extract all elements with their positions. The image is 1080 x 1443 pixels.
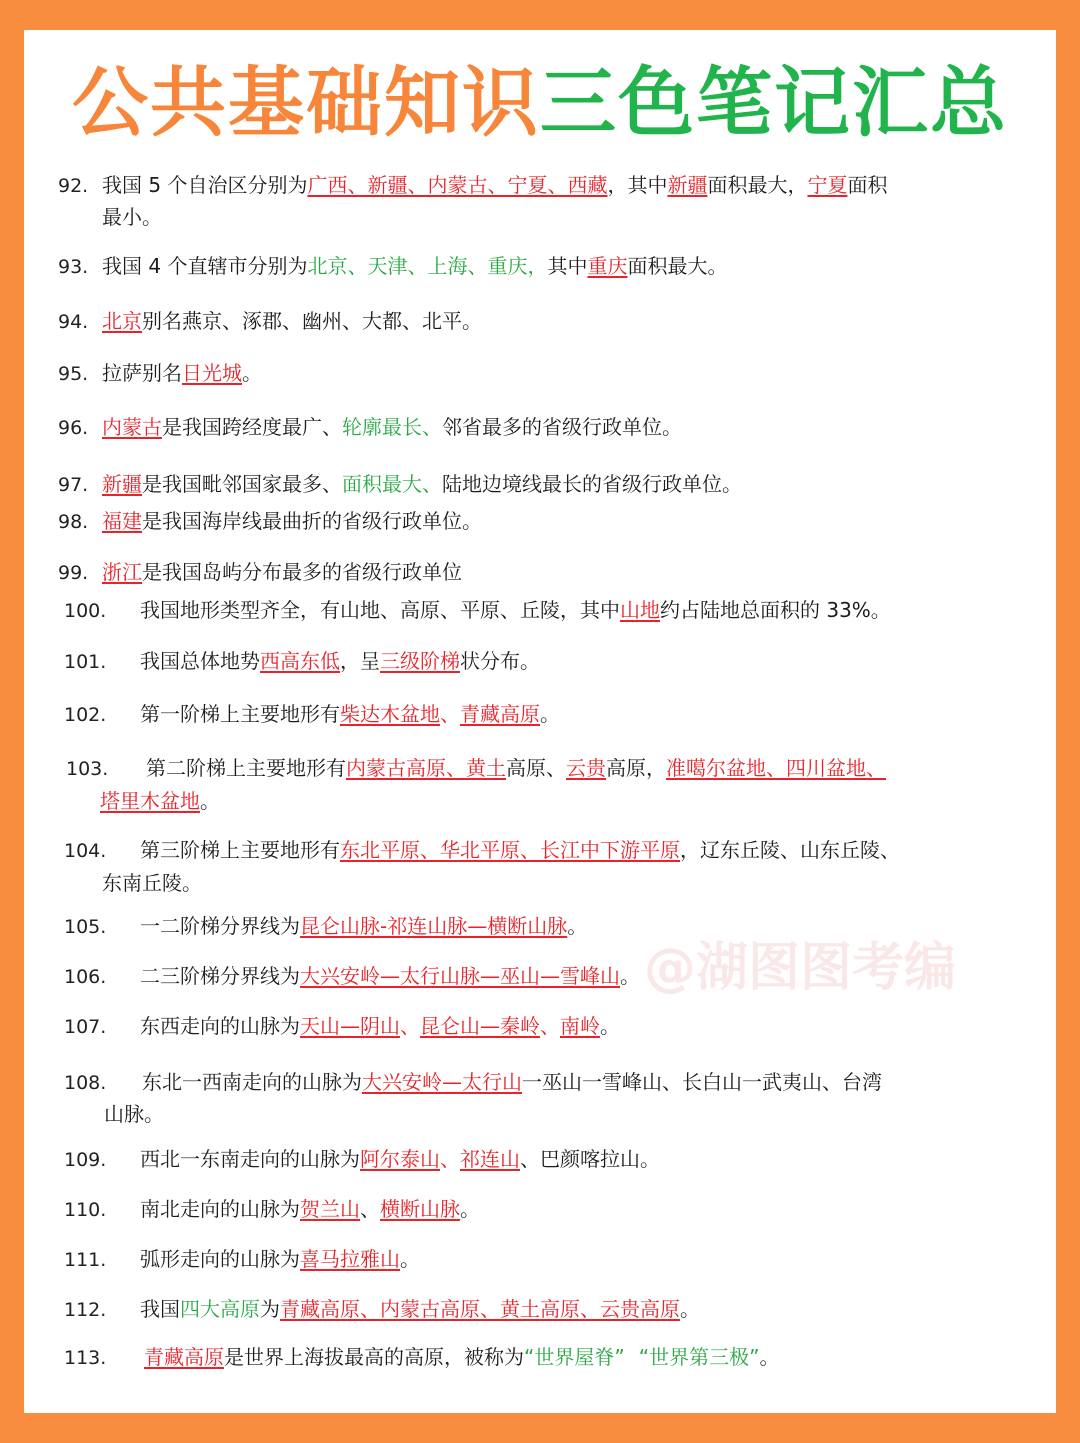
body-text: 面积最大。 bbox=[627, 254, 728, 278]
red-highlight-text: 昆仑山—秦岭 bbox=[420, 1014, 540, 1038]
item-number: 111. bbox=[64, 1249, 107, 1271]
item-number: 108. bbox=[64, 1072, 107, 1094]
body-text: 第一阶梯上主要地形有 bbox=[140, 702, 340, 726]
body-text: ，辽东丘陵、山东丘陵、 bbox=[680, 838, 900, 862]
body-text: ，呈 bbox=[340, 649, 380, 673]
body-text: 是我国毗邻国家最多、 bbox=[142, 472, 342, 496]
body-text: 我国 4 个直辖市分别为 bbox=[102, 254, 308, 278]
body-text: 面积 bbox=[847, 173, 888, 197]
body-text: 南北走向的山脉为 bbox=[140, 1197, 300, 1221]
red-highlight-text: 三级阶梯 bbox=[380, 649, 460, 673]
body-text: 一二阶梯分界线为 bbox=[140, 914, 300, 938]
list-item-103 bbox=[66, 752, 886, 785]
list-item-106 bbox=[64, 960, 640, 993]
red-highlight-text: 福建 bbox=[102, 509, 142, 533]
list-item-108 bbox=[64, 1066, 882, 1099]
body-text: 高原， bbox=[606, 756, 666, 780]
red-highlight-text: 西高东低 bbox=[260, 649, 340, 673]
red-highlight-text: 阿尔泰山 bbox=[360, 1147, 440, 1171]
list-item-104 bbox=[64, 834, 900, 867]
item-number: 103. bbox=[66, 758, 109, 780]
item-number: 102. bbox=[64, 704, 107, 726]
list-item-94 bbox=[58, 305, 482, 338]
page-title bbox=[24, 58, 1056, 148]
item-number: 105. bbox=[64, 916, 107, 938]
green-highlight-text: “世界屋脊” bbox=[524, 1345, 625, 1369]
body-text: 是世界上海拔最高的高原，被称为 bbox=[224, 1345, 524, 1369]
red-highlight-text: 内蒙古 bbox=[102, 415, 162, 439]
red-highlight-text: 云贵 bbox=[566, 756, 606, 780]
red-highlight-text: 准噶尔盆地、 bbox=[666, 756, 786, 780]
body-text: 。 bbox=[400, 1247, 420, 1271]
body-text: 。 bbox=[759, 1345, 780, 1369]
item-number: 96. bbox=[58, 417, 89, 439]
item-number: 101. bbox=[64, 651, 107, 673]
red-highlight-text: 南岭 bbox=[560, 1014, 600, 1038]
body-text: 我国 5 个自治区分别为 bbox=[102, 173, 308, 197]
red-highlight-text: 山地 bbox=[620, 598, 660, 622]
list-item-110 bbox=[64, 1193, 480, 1226]
green-highlight-text: 面积最大、 bbox=[342, 472, 442, 496]
body-text: 是我国跨经度最广、 bbox=[162, 415, 342, 439]
red-highlight-text: 、 bbox=[440, 702, 460, 726]
item-number: 99. bbox=[58, 562, 89, 584]
list-item-95 bbox=[58, 357, 262, 390]
note-page bbox=[24, 30, 1056, 1413]
watermark: @湖图图考编 bbox=[644, 938, 957, 998]
body-text: 。 bbox=[600, 1014, 620, 1038]
red-highlight-text: 柴达木盆地 bbox=[340, 702, 440, 726]
item-number: 100. bbox=[64, 600, 107, 622]
red-highlight-text: 昆仑山脉-祁连山脉—横断山脉 bbox=[300, 914, 568, 938]
item-number: 92. bbox=[58, 175, 89, 197]
red-highlight-text: 新疆 bbox=[102, 472, 142, 496]
body-text: 状分布。 bbox=[460, 649, 540, 673]
list-item-107 bbox=[64, 1010, 620, 1043]
body-text: 是我国岛屿分布最多的省级行政单位 bbox=[142, 560, 462, 584]
body-text: 。 bbox=[540, 702, 560, 726]
red-highlight-text: 横断山脉 bbox=[380, 1197, 460, 1221]
list-item-98 bbox=[58, 505, 482, 538]
body-text: 是我国海岸线最曲折的省级行政单位。 bbox=[142, 509, 482, 533]
red-highlight-text: 、 bbox=[540, 1014, 560, 1038]
body-text: 其中 bbox=[547, 254, 588, 278]
body-text: 邻省最多的省级行政单位。 bbox=[442, 415, 682, 439]
green-highlight-text: 轮廓最长、 bbox=[342, 415, 442, 439]
red-highlight-text: 、 bbox=[400, 1014, 420, 1038]
item-number: 106. bbox=[64, 966, 107, 988]
list-item-99 bbox=[58, 556, 462, 589]
body-text: ，其中 bbox=[607, 173, 668, 197]
body-text: 别名燕京、涿郡、幽州、大都、北平。 bbox=[142, 309, 482, 333]
red-highlight-text: 宁夏 bbox=[807, 173, 848, 197]
body-text: 、 bbox=[360, 1197, 380, 1221]
list-item-104-cont: 东南丘陵。 bbox=[102, 871, 202, 895]
body-text: 二三阶梯分界线为 bbox=[140, 964, 300, 988]
red-highlight-text: 塔里木盆地 bbox=[100, 789, 200, 813]
red-highlight-text: 大兴安岭—太行山 bbox=[362, 1070, 522, 1094]
list-item-109 bbox=[64, 1143, 660, 1176]
red-highlight-text: 青藏高原 bbox=[144, 1345, 224, 1369]
item-number: 112. bbox=[64, 1299, 107, 1321]
red-highlight-text: 日光城 bbox=[182, 361, 242, 385]
green-highlight-text: “世界第三极” bbox=[638, 1345, 760, 1369]
red-highlight-text: 北京 bbox=[102, 309, 142, 333]
item-number: 109. bbox=[64, 1149, 107, 1171]
item-number: 98. bbox=[58, 511, 89, 533]
body-text: 一巫山一雪峰山、长白山一武夷山、台湾 bbox=[522, 1070, 882, 1094]
body-text: 我国 bbox=[140, 1297, 180, 1321]
red-highlight-text: 青藏高原 bbox=[460, 702, 540, 726]
body-text: 陆地边境线最长的省级行政单位。 bbox=[442, 472, 742, 496]
list-item-111 bbox=[64, 1243, 420, 1276]
body-text: 我国总体地势 bbox=[140, 649, 260, 673]
red-highlight-text: 内蒙古高原、 bbox=[346, 756, 466, 780]
red-highlight-text: 重庆 bbox=[587, 254, 628, 278]
body-text: 。 bbox=[567, 914, 588, 938]
red-highlight-text: 祁连山 bbox=[460, 1147, 520, 1171]
body-text: 高原、 bbox=[506, 756, 566, 780]
red-highlight-text: 广西、新疆、内蒙古、宁夏、西藏 bbox=[307, 173, 608, 197]
body-text: 东西走向的山脉为 bbox=[140, 1014, 300, 1038]
red-highlight-text: 浙江 bbox=[102, 560, 142, 584]
body-text: 第三阶梯上主要地形有 bbox=[140, 838, 340, 862]
list-item-101 bbox=[64, 645, 540, 678]
red-highlight-text: 喜马拉雅山 bbox=[300, 1247, 400, 1271]
item-number: 94. bbox=[58, 311, 89, 333]
body-text: 拉萨别名 bbox=[102, 361, 182, 385]
item-number: 113. bbox=[64, 1347, 107, 1369]
body-text: 。 bbox=[680, 1297, 700, 1321]
item-number: 110. bbox=[64, 1199, 107, 1221]
red-highlight-text: 青藏高原、内蒙古高原、黄土高原、云贵高原 bbox=[280, 1297, 680, 1321]
body-text: 。 bbox=[620, 964, 640, 988]
body-text: 面积最大， bbox=[707, 173, 808, 197]
body-text: 弧形走向的山脉为 bbox=[140, 1247, 300, 1271]
body-text: 约占陆地总面积的 33%。 bbox=[660, 598, 891, 622]
list-item-100 bbox=[64, 594, 891, 627]
title-green-part: 三色笔记汇总 bbox=[540, 58, 1008, 147]
item-number: 107. bbox=[64, 1016, 107, 1038]
list-item-92 bbox=[58, 169, 887, 202]
item-number: 104. bbox=[64, 840, 107, 862]
list-item-103-cont bbox=[100, 785, 220, 817]
list-item-108-cont: 山脉。 bbox=[104, 1102, 164, 1126]
list-item-112 bbox=[64, 1293, 700, 1326]
list-item-92-cont: 最小。 bbox=[102, 205, 162, 229]
body-text: 为 bbox=[260, 1297, 280, 1321]
body-text: 第二阶梯上主要地形有 bbox=[146, 756, 346, 780]
green-highlight-text: 四大高原 bbox=[180, 1297, 260, 1321]
body-text: 、巴颜喀拉山。 bbox=[520, 1147, 660, 1171]
body-text: 。 bbox=[460, 1197, 480, 1221]
list-item-113 bbox=[64, 1341, 779, 1374]
red-highlight-text: 四川盆地、 bbox=[786, 756, 886, 780]
green-highlight-text: 北京、天津、上海、重庆， bbox=[307, 254, 548, 278]
red-highlight-text: 新疆 bbox=[667, 173, 708, 197]
red-highlight-text: 贺兰山 bbox=[300, 1197, 360, 1221]
item-number: 93. bbox=[58, 256, 89, 278]
body-text: 。 bbox=[200, 789, 220, 813]
body-text: 东北一西南走向的山脉为 bbox=[142, 1070, 362, 1094]
item-number: 97. bbox=[58, 474, 89, 496]
red-highlight-text: 东北平原、华北平原、长江中下游平原 bbox=[340, 838, 680, 862]
list-item-102 bbox=[64, 698, 560, 731]
title-orange-part: 公共基础知识 bbox=[72, 58, 540, 147]
body-text: 。 bbox=[242, 361, 262, 385]
red-highlight-text: 黄土 bbox=[466, 756, 506, 780]
body-text: 我国地形类型齐全，有山地、高原、平原、丘陵，其中 bbox=[140, 598, 620, 622]
list-item-93 bbox=[58, 250, 727, 283]
item-number: 95. bbox=[58, 363, 89, 385]
list-item-96 bbox=[58, 411, 682, 444]
body-text: 西北一东南走向的山脉为 bbox=[140, 1147, 360, 1171]
red-highlight-text: 、 bbox=[440, 1147, 460, 1171]
list-item-97 bbox=[58, 468, 742, 501]
red-highlight-text: 大兴安岭—太行山脉—巫山—雪峰山 bbox=[300, 964, 620, 988]
red-highlight-text: 天山—阴山 bbox=[300, 1014, 400, 1038]
list-item-105 bbox=[64, 910, 587, 943]
